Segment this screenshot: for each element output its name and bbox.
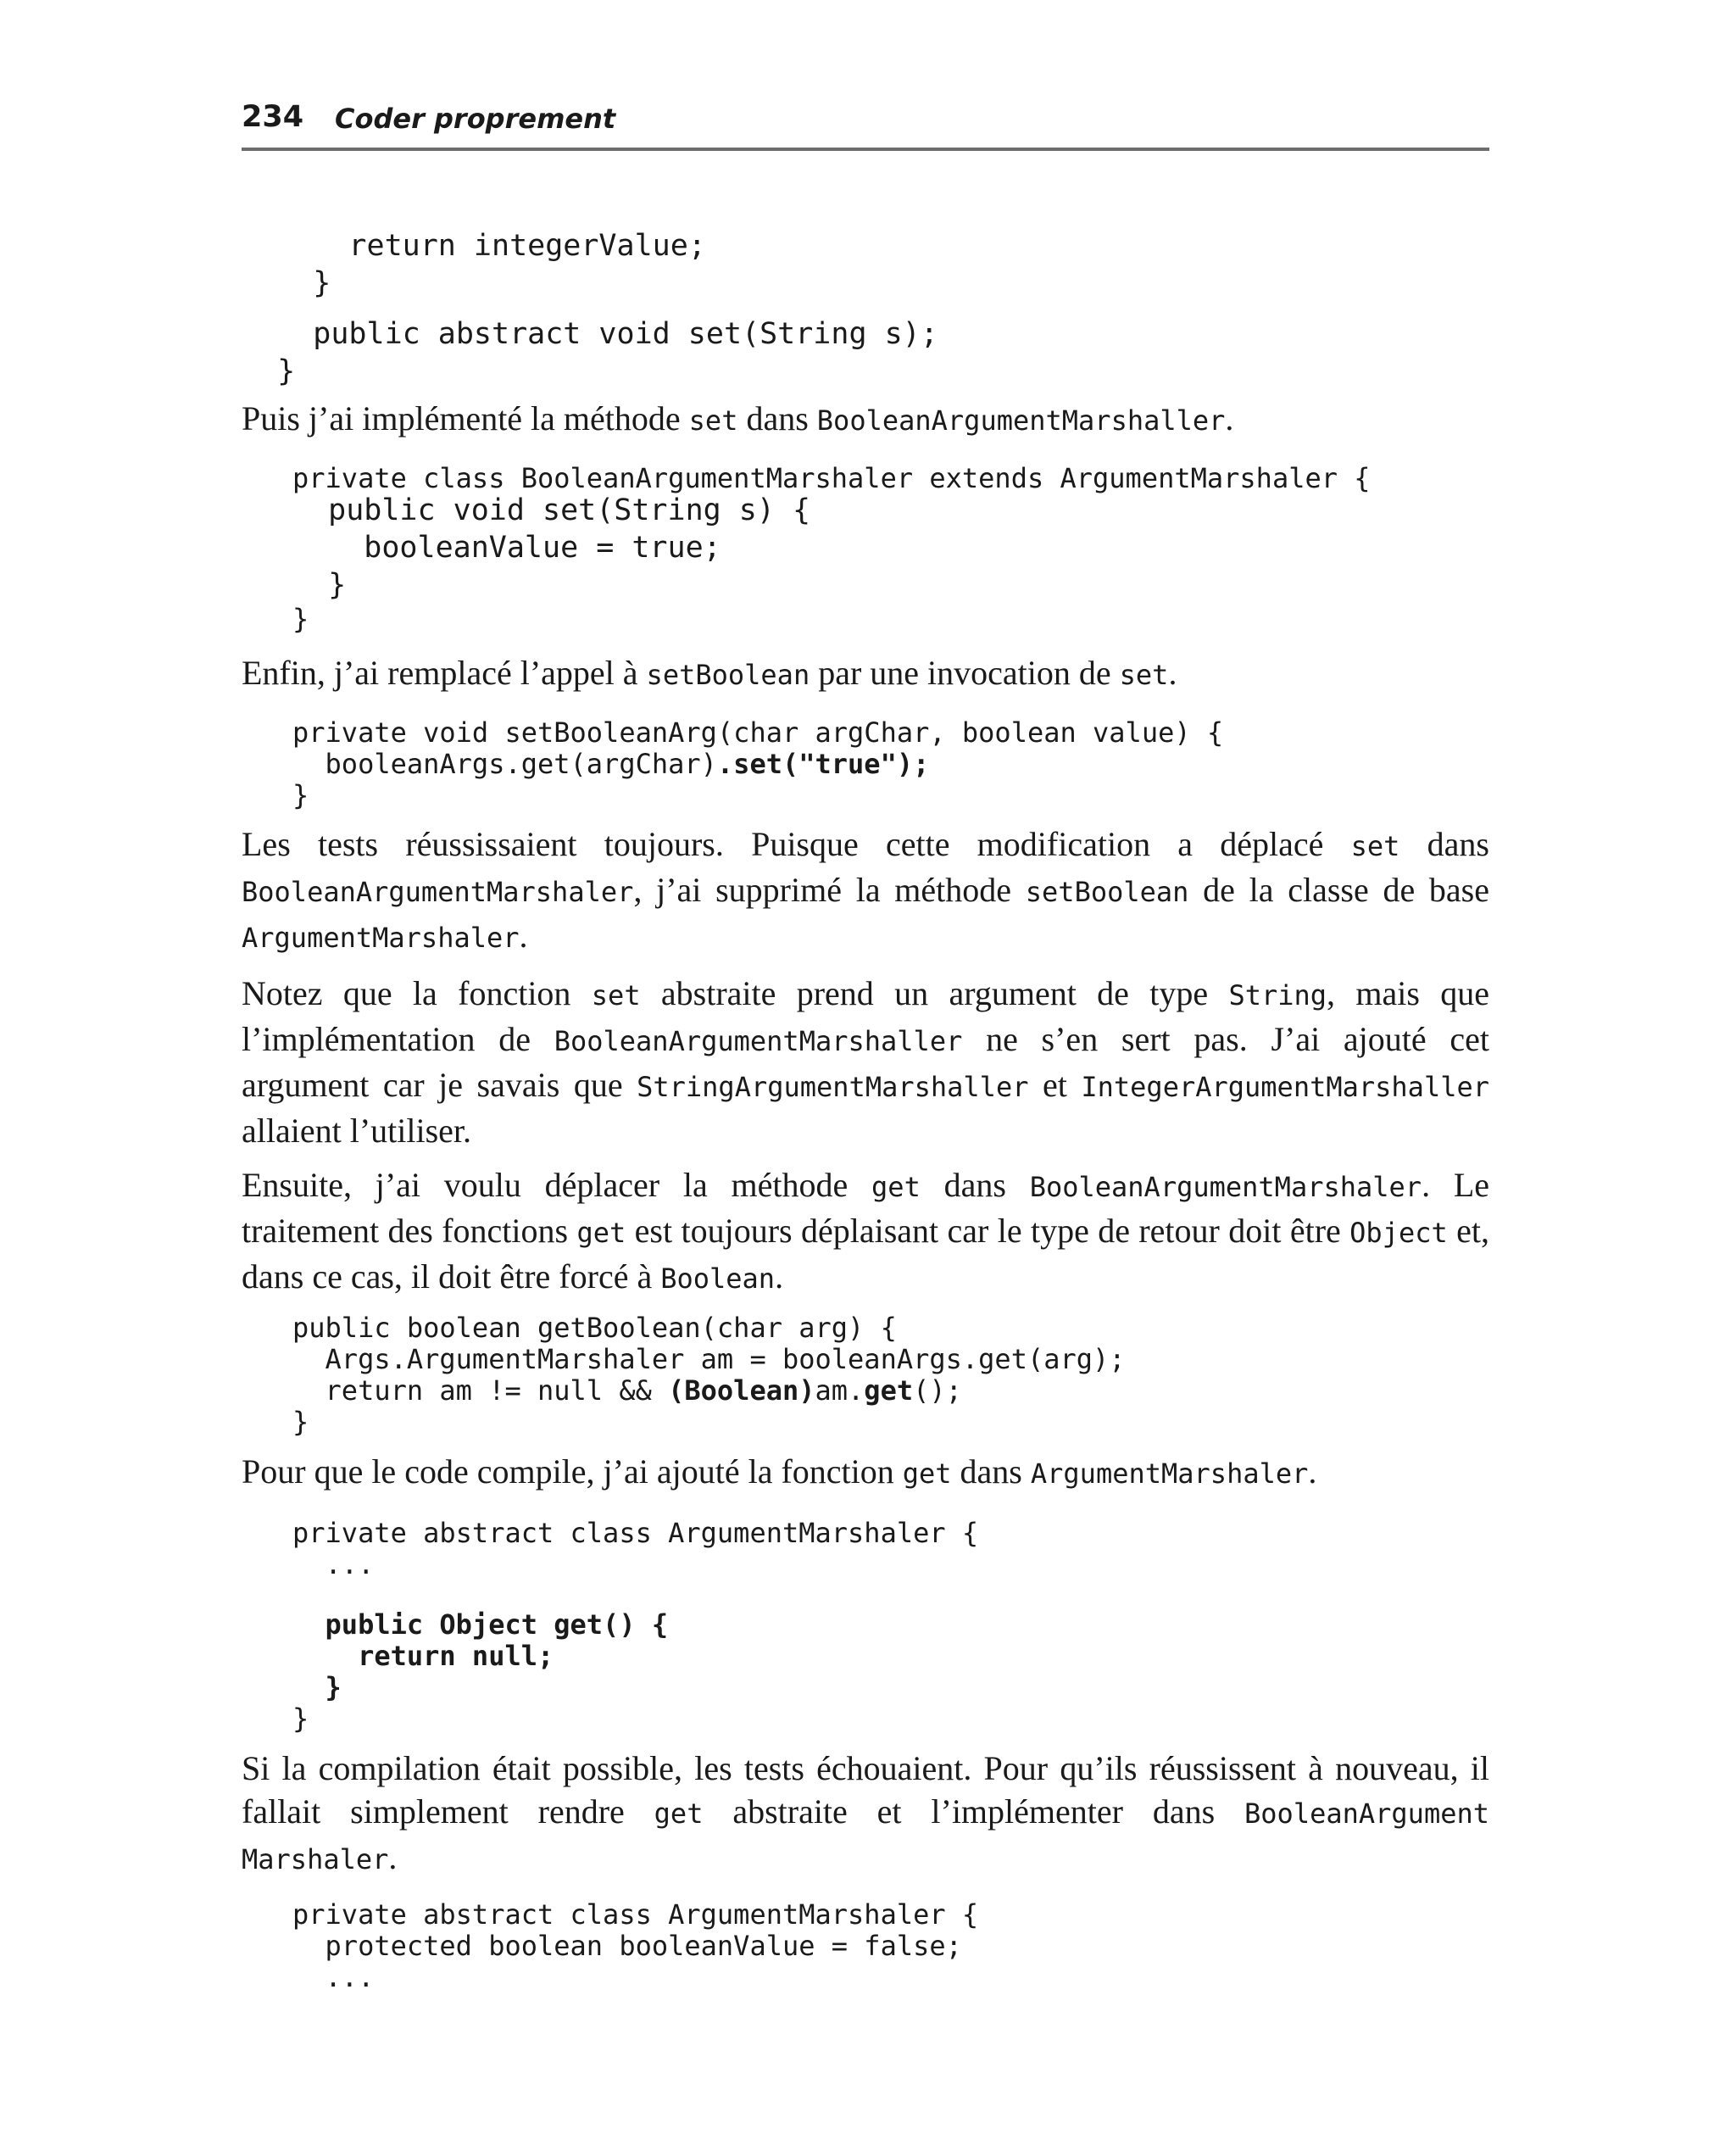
- code-segment: return am != null &&: [292, 1374, 669, 1407]
- text-run: dans: [737, 399, 817, 437]
- code-block-2: [242, 463, 1540, 635]
- code-line: }: [292, 1671, 342, 1703]
- inline-code: setBoolean: [646, 659, 810, 691]
- inline-code: String: [1228, 979, 1327, 1011]
- text-run: Pour que le code compile, j’ai ajouté la fonction: [242, 1452, 903, 1491]
- inline-code: get: [871, 1171, 921, 1203]
- paragraph-6: [242, 1450, 1489, 1496]
- paragraph-7: [242, 1747, 1489, 1881]
- code-gap: [242, 302, 1489, 315]
- code-line: public boolean getBoolean(char arg) {: [292, 1312, 897, 1344]
- inline-code: get: [654, 1797, 704, 1830]
- text-run: abstraite prend un argument de type: [640, 974, 1229, 1012]
- text-run: est toujours déplaisant car le type de retour doit être: [626, 1212, 1350, 1250]
- text-run: , mais que l’implémentation de: [242, 974, 1490, 1058]
- inline-code: Boolean: [660, 1262, 776, 1295]
- inline-code: BooleanArgumentMarshaler: [242, 876, 634, 908]
- code-segment: am.: [815, 1374, 865, 1407]
- text-run: Notez que la fonction: [242, 974, 592, 1012]
- code-line: return integerValue;: [242, 229, 706, 263]
- inline-code: BooleanArgumentMarshaler: [1029, 1171, 1422, 1203]
- code-line: }: [292, 779, 309, 811]
- code-line: private abstract class ArgumentMarshaler {: [292, 1517, 979, 1549]
- code-line: public void set(String s) {: [292, 493, 811, 527]
- inline-code: BooleanArgument Marshaler: [242, 1797, 1489, 1875]
- code-gap: [292, 1580, 1540, 1609]
- code-line: }: [292, 1406, 309, 1438]
- inline-code: set: [1350, 830, 1400, 862]
- text-run: , j’ai supprimé la méthode: [633, 871, 1026, 909]
- code-bold: get: [864, 1374, 914, 1407]
- text-run: .: [1308, 1452, 1317, 1491]
- inline-code: StringArgumentMarshaller: [637, 1071, 1029, 1103]
- text-run: Puis j’ai implémenté la méthode: [242, 399, 689, 437]
- text-run: . Le traitement des fonctions: [242, 1166, 1490, 1250]
- code-block-6: [242, 1899, 1540, 1993]
- code-bold: .set("true");: [716, 748, 930, 780]
- text-run: .: [519, 917, 528, 955]
- inline-code: get: [902, 1457, 952, 1490]
- inline-code: BooleanArgumentMarshaller: [554, 1025, 963, 1057]
- text-run: Les tests réussissaient toujours. Puisque cette modification a déplacé: [242, 825, 1351, 863]
- text-run: dans: [920, 1166, 1030, 1204]
- code-line: private abstract class ArgumentMarshaler {: [292, 1898, 979, 1931]
- paragraph-1: [242, 397, 1489, 443]
- text-run: Si la compilation était possible, les tests échouaient. Pour qu’ils réussissent à nouveau, il fallait simplement rendre: [242, 1749, 1489, 1831]
- text-run: ne s’en sert pas. J’ai ajouté cet argument car je savais que: [242, 1020, 1490, 1104]
- inline-code: ArgumentMarshaler: [1030, 1457, 1309, 1490]
- code-block-1: [242, 227, 1489, 390]
- running-header: [242, 100, 1489, 151]
- text-run: dans: [1399, 825, 1489, 863]
- inline-code: ArgumentMarshaler: [242, 922, 520, 954]
- code-line: public abstract void set(String s);: [242, 317, 938, 351]
- code-line: [292, 1375, 1540, 1407]
- code-line: private void setBooleanArg(char argChar, boolean value) {: [292, 716, 1224, 749]
- book-title: Coder proprement: [335, 103, 616, 135]
- inline-code: setBoolean: [1025, 876, 1189, 908]
- inline-code: BooleanArgumentMarshaller: [816, 404, 1226, 437]
- page-number: 234: [242, 100, 304, 134]
- paragraph-3: [242, 822, 1489, 960]
- code-line: }: [242, 354, 296, 388]
- code-line: }: [292, 1703, 309, 1735]
- code-block-3: [242, 717, 1540, 811]
- paragraph-2: [242, 651, 1489, 697]
- text-run: .: [775, 1257, 784, 1296]
- inline-code: set: [591, 979, 641, 1011]
- inline-code: get: [576, 1217, 626, 1249]
- paragraph-4: [242, 972, 1489, 1152]
- inline-code: IntegerArgumentMarshaller: [1081, 1071, 1489, 1103]
- text-run: allaient l’utiliser.: [242, 1112, 472, 1150]
- code-bold: (Boolean): [668, 1374, 815, 1407]
- text-run: .: [1225, 399, 1234, 437]
- code-segment: ();: [913, 1374, 962, 1407]
- text-run: abstraite et l’implémenter dans: [703, 1792, 1245, 1831]
- code-line: booleanValue = true;: [292, 531, 721, 565]
- code-segment: booleanArgs.get(argChar): [292, 748, 717, 780]
- code-line: private class BooleanArgumentMarshaler extends ArgumentMarshaler {: [292, 462, 1371, 494]
- code-line: Args.ArgumentMarshaler am = booleanArgs.get(arg);: [292, 1343, 1126, 1375]
- code-line: public Object get() {: [292, 1608, 669, 1641]
- text-run: et, dans ce cas, il doit être forcé à: [242, 1212, 1489, 1296]
- inline-code: Object: [1349, 1217, 1448, 1249]
- text-run: .: [388, 1838, 398, 1876]
- text-run: Enfin, j’ai remplacé l’appel à: [242, 654, 647, 692]
- text-run: et: [1028, 1066, 1082, 1104]
- code-block-5: [242, 1518, 1540, 1735]
- text-run: Ensuite, j’ai voulu déplacer la méthode: [242, 1166, 872, 1204]
- text-run: .: [1168, 654, 1177, 692]
- text-run: de la classe de base: [1188, 871, 1489, 909]
- inline-code: set: [1119, 659, 1169, 691]
- code-line: protected boolean booleanValue = false;: [292, 1930, 962, 1962]
- code-line: return null;: [292, 1640, 554, 1672]
- code-line: [292, 749, 1540, 780]
- code-line: ...: [292, 1961, 375, 1993]
- paragraph-5: [242, 1163, 1489, 1301]
- text-run: par une invocation de: [810, 654, 1120, 692]
- code-line: }: [292, 568, 347, 602]
- code-block-4: [242, 1312, 1540, 1438]
- inline-code: set: [688, 404, 738, 437]
- code-line: }: [292, 603, 309, 635]
- text-run: dans: [951, 1452, 1031, 1491]
- code-line: ...: [292, 1548, 375, 1580]
- code-line: }: [242, 266, 331, 300]
